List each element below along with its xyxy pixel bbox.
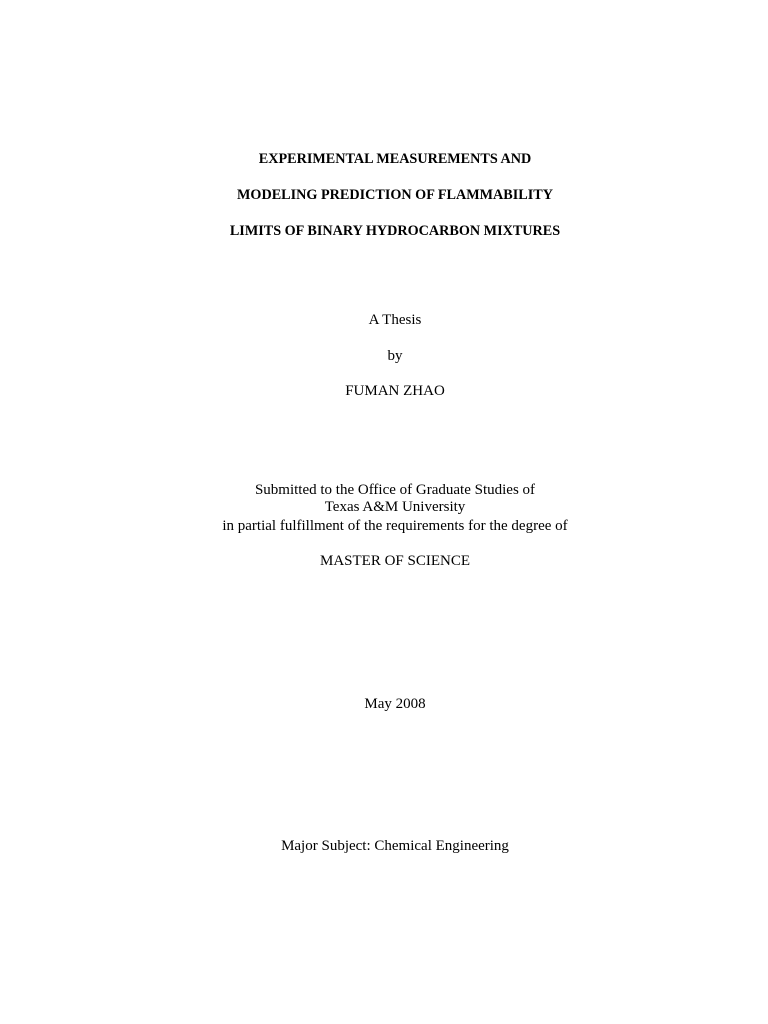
submission-line-2: Texas A&M University [324,499,466,515]
degree-name: MASTER OF SCIENCE [319,553,471,569]
by-text: by [387,348,403,364]
submission-line-3: in partial fulfillment of the requirements for the degree of [222,518,568,534]
thesis-title-line-2: MODELING PREDICTION OF FLAMMABILITY [237,187,553,203]
submission-date: May 2008 [364,696,426,712]
author-name: FUMAN ZHAO [345,383,445,399]
major-subject: Major Subject: Chemical Engineering [281,838,509,854]
thesis-title-line-1: EXPERIMENTAL MEASUREMENTS AND [258,151,532,167]
thesis-title-line-3: LIMITS OF BINARY HYDROCARBON MIXTURES [229,223,561,239]
submission-line-1: Submitted to the Office of Graduate Studies of [254,482,536,498]
document-type: A Thesis [368,312,422,328]
